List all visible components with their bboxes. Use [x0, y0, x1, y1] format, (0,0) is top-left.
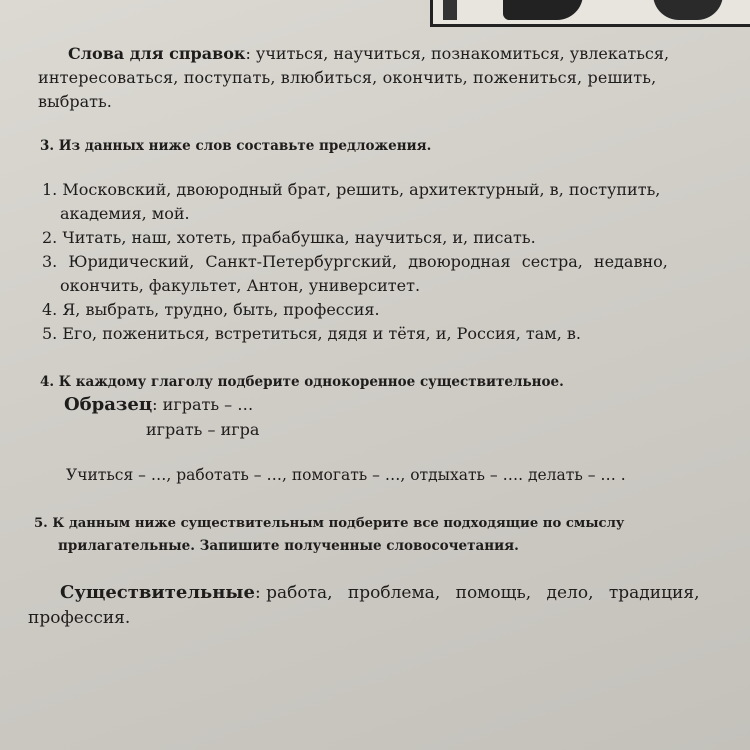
task3-item-1-cont: академия, мой. [60, 204, 190, 223]
task3-item-3-cont: окончить, факультет, Антон, университет. [60, 276, 421, 295]
task3-item-5: 5. Его, пожениться, встретиться, дядя и тётя, и, Россия, там, в. [42, 324, 582, 343]
task5-title-1: 5. К данным ниже существительным подберите все подходящие по смыслу [34, 516, 625, 531]
task4-sample-1: Образец: играть – … [64, 394, 254, 415]
task4-sample-2: играть – игра [146, 420, 260, 439]
task3-item-4: 4. Я, выбрать, трудно, быть, профессия. [42, 300, 380, 319]
task5-nouns-line-1: Существительные: работа, проблема, помощь, дело, традиция, [60, 582, 700, 603]
task5-nouns-line-2: профессия. [28, 608, 131, 628]
task5-title-2: прилагательные. Запишите полученные словосочетания. [58, 538, 519, 554]
sample-label: Образец [64, 394, 153, 415]
reference-line-2: интересоваться, поступать, влюбиться, окончить, пожениться, решить, [38, 68, 657, 87]
task3-item-3: 3. Юридический, Санкт-Петербургский, двоюродная сестра, недавно, [42, 252, 668, 271]
task3-item-2: 2. Читать, наш, хотеть, прабабушка, научиться, и, писать. [42, 228, 536, 247]
task3-title: 3. Из данных ниже слов составьте предложения. [40, 138, 432, 154]
task4-verbs: Учиться – …, работать – …, помогать – …, отдыхать – …. делать – … . [66, 466, 626, 484]
task3-item-1: 1. Московский, двоюродный брат, решить, архитектурный, в, поступить, [42, 180, 661, 199]
task4-title: 4. К каждому глаголу подберите однокоренное существительное. [40, 374, 564, 390]
nouns-label: Существительные [60, 582, 255, 603]
top-illustration [430, 0, 750, 27]
reference-label: Слова для справок [68, 44, 246, 63]
reference-line-1: Слова для справок: учиться, научиться, познакомиться, увлекаться, [68, 44, 670, 63]
reference-line-3: выбрать. [38, 92, 112, 111]
